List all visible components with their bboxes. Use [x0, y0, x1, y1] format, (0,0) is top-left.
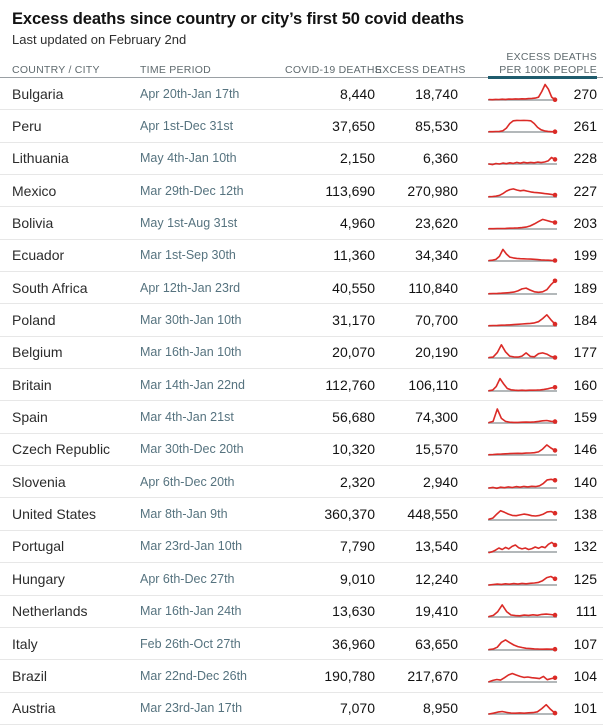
table-row [0, 628, 603, 660]
cell-time-period: Mar 30th-Jan 10th [140, 313, 242, 328]
column-header-time-period[interactable]: TIME PERIOD [140, 63, 212, 76]
sparkline-latest-dot [553, 511, 558, 516]
cell-excess-per-100k: 189 [573, 279, 597, 296]
title-block [0, 0, 603, 49]
cell-excess-per-100k: 160 [573, 376, 597, 393]
sparkline-trend-line [489, 250, 555, 261]
cell-covid19-deaths: 36,960 [332, 635, 375, 652]
excess-deaths-sparkline [488, 340, 560, 364]
cell-excess-deaths: 15,570 [415, 441, 458, 458]
cell-covid19-deaths: 112,760 [325, 376, 375, 393]
excess-deaths-sparkline [488, 599, 560, 623]
sparkline-trend-line [489, 605, 555, 617]
cell-excess-per-100k: 101 [573, 700, 597, 717]
cell-country-name: Brazil [12, 667, 48, 684]
cell-sparkline [488, 179, 560, 203]
table-body [0, 78, 603, 725]
cell-covid19-deaths: 37,650 [332, 118, 375, 135]
table-row [0, 434, 603, 466]
cell-sparkline [488, 340, 560, 364]
cell-time-period: Mar 1st-Sep 30th [140, 248, 236, 263]
sparkline-latest-dot [553, 97, 558, 102]
excess-deaths-sparkline [488, 405, 560, 429]
excess-deaths-sparkline [488, 146, 560, 170]
cell-excess-per-100k: 184 [573, 312, 597, 329]
cell-excess-per-100k: 140 [573, 473, 597, 490]
cell-time-period: Mar 30th-Dec 20th [140, 442, 244, 457]
excess-deaths-sparkline [488, 696, 560, 720]
cell-country-name: Czech Republic [12, 441, 111, 458]
sparkline-trend-line [489, 705, 555, 714]
cell-excess-per-100k: 125 [573, 570, 597, 587]
excess-deaths-sparkline [488, 179, 560, 203]
cell-time-period: Apr 12th-Jan 23rd [140, 280, 241, 295]
table-row [0, 240, 603, 272]
cell-covid19-deaths: 11,360 [333, 247, 375, 264]
cell-sparkline [488, 534, 560, 558]
cell-excess-deaths: 85,530 [415, 118, 458, 135]
cell-sparkline [488, 664, 560, 688]
cell-excess-deaths: 106,110 [408, 376, 458, 393]
table-row [0, 143, 603, 175]
excess-deaths-sparkline [488, 437, 560, 461]
cell-country-name: Bolivia [12, 215, 54, 232]
sparkline-trend-line [489, 479, 555, 488]
cell-covid19-deaths: 7,790 [339, 538, 375, 555]
sparkline-trend-line [489, 315, 555, 326]
cell-covid19-deaths: 56,680 [332, 409, 375, 426]
excess-deaths-sparkline [488, 664, 560, 688]
cell-time-period: Apr 6th-Dec 20th [140, 474, 235, 489]
table-row [0, 693, 603, 725]
sparkline-trend-line [489, 281, 555, 294]
sparkline-latest-dot [553, 711, 558, 716]
cell-covid19-deaths: 8,440 [339, 85, 375, 102]
excess-deaths-sparkline [488, 82, 560, 106]
cell-sparkline [488, 437, 560, 461]
cell-time-period: Mar 29th-Dec 12th [140, 183, 244, 198]
cell-excess-deaths: 270,980 [407, 182, 458, 199]
cell-sparkline [488, 114, 560, 138]
cell-excess-per-100k: 107 [573, 635, 597, 652]
sparkline-trend-line [489, 189, 555, 197]
column-header-excess-per-100k-line2: PER 100K PEOPLE [499, 63, 597, 76]
sparkline-trend-line [489, 409, 555, 423]
sparkline-latest-dot [553, 576, 558, 581]
cell-sparkline [488, 146, 560, 170]
cell-excess-per-100k: 132 [573, 538, 597, 555]
page-subtitle: Last updated on February 2nd [12, 32, 187, 47]
cell-sparkline [488, 470, 560, 494]
cell-excess-deaths: 23,620 [415, 215, 458, 232]
cell-excess-deaths: 19,410 [415, 603, 458, 620]
cell-country-name: Hungary [12, 570, 65, 587]
cell-sparkline [488, 243, 560, 267]
sparkline-trend-line [489, 378, 555, 390]
cell-covid19-deaths: 4,960 [339, 215, 375, 232]
table-header-row [0, 51, 603, 78]
excess-deaths-sparkline [488, 373, 560, 397]
cell-excess-deaths: 6,360 [422, 150, 458, 167]
sparkline-trend-line [489, 576, 555, 585]
sparkline-latest-dot [553, 675, 558, 680]
sparkline-trend-line [489, 543, 555, 553]
sparkline-latest-dot [553, 192, 558, 197]
sparkline-trend-line [489, 345, 555, 358]
cell-country-name: Spain [12, 409, 48, 426]
excess-deaths-sparkline [488, 502, 560, 526]
cell-sparkline [488, 502, 560, 526]
cell-excess-per-100k: 138 [573, 506, 597, 523]
column-header-excess-deaths[interactable]: EXCESS DEATHS [375, 63, 466, 76]
sparkline-latest-dot [553, 220, 558, 225]
cell-country-name: Netherlands [12, 603, 88, 620]
cell-time-period: Feb 26th-Oct 27th [140, 636, 241, 651]
cell-time-period: Mar 22nd-Dec 26th [140, 668, 248, 683]
column-header-covid-deaths[interactable]: COVID-19 DEATHS [285, 63, 382, 76]
cell-country-name: Austria [12, 700, 56, 717]
cell-covid19-deaths: 9,010 [339, 570, 375, 587]
cell-excess-deaths: 74,300 [415, 409, 458, 426]
cell-excess-deaths: 217,670 [407, 667, 458, 684]
table-row [0, 110, 603, 142]
excess-deaths-sparkline [488, 534, 560, 558]
table-row [0, 401, 603, 433]
cell-sparkline [488, 211, 560, 235]
cell-country-name: Britain [12, 376, 52, 393]
table-row [0, 466, 603, 498]
cell-country-name: Portugal [12, 538, 65, 555]
sparkline-latest-dot [553, 129, 558, 134]
sparkline-latest-dot [553, 449, 558, 454]
sparkline-trend-line [489, 219, 555, 228]
table-row [0, 498, 603, 530]
cell-covid19-deaths: 7,070 [339, 700, 375, 717]
cell-excess-deaths: 110,840 [408, 279, 458, 296]
cell-sparkline [488, 308, 560, 332]
sparkline-trend-line [489, 511, 555, 520]
sparkline-latest-dot [553, 613, 558, 618]
cell-sparkline [488, 696, 560, 720]
sparkline-latest-dot [553, 478, 558, 483]
cell-covid19-deaths: 20,070 [332, 344, 375, 361]
cell-excess-deaths: 8,950 [422, 700, 458, 717]
cell-country-name: Lithuania [12, 150, 69, 167]
cell-excess-per-100k: 104 [573, 667, 597, 684]
table-row [0, 563, 603, 595]
excess-deaths-sparkline [488, 243, 560, 267]
sparkline-latest-dot [553, 543, 558, 548]
cell-excess-per-100k: 270 [573, 85, 597, 102]
cell-excess-per-100k: 199 [573, 247, 597, 264]
table-row [0, 596, 603, 628]
cell-time-period: Apr 1st-Dec 31st [140, 119, 234, 134]
cell-excess-deaths: 12,240 [415, 570, 458, 587]
table-row [0, 531, 603, 563]
cell-sparkline [488, 82, 560, 106]
cell-country-name: Peru [12, 118, 42, 135]
sparkline-latest-dot [553, 259, 558, 264]
cell-time-period: May 4th-Jan 10th [140, 151, 237, 166]
column-header-excess-per-100k-line1: EXCESS DEATHS [506, 51, 597, 63]
page-title: Excess deaths since country or city’s first 50 covid deaths [12, 10, 465, 28]
cell-sparkline [488, 405, 560, 429]
excess-deaths-sparkline [488, 114, 560, 138]
cell-country-name: Slovenia [12, 473, 66, 490]
table-row [0, 369, 603, 401]
cell-sparkline [488, 276, 560, 300]
cell-excess-deaths: 2,940 [422, 473, 458, 490]
cell-excess-per-100k: 227 [573, 182, 597, 199]
sparkline-latest-dot [553, 385, 558, 390]
cell-sparkline [488, 567, 560, 591]
cell-time-period: Apr 20th-Jan 17th [140, 86, 240, 101]
cell-time-period: Mar 4th-Jan 21st [140, 410, 234, 425]
cell-excess-per-100k: 159 [573, 409, 597, 426]
cell-country-name: Ecuador [12, 247, 65, 264]
cell-covid19-deaths: 40,550 [332, 279, 375, 296]
cell-covid19-deaths: 360,370 [324, 506, 375, 523]
sparkline-trend-line [489, 120, 555, 131]
cell-excess-per-100k: 203 [573, 215, 597, 232]
cell-covid19-deaths: 10,320 [332, 441, 375, 458]
cell-sparkline [488, 373, 560, 397]
excess-deaths-sparkline [488, 632, 560, 656]
cell-covid19-deaths: 2,320 [339, 473, 375, 490]
cell-excess-deaths: 70,700 [415, 312, 458, 329]
cell-time-period: Mar 16th-Jan 24th [140, 604, 242, 619]
cell-country-name: Belgium [12, 344, 63, 361]
cell-excess-per-100k: 228 [573, 150, 597, 167]
cell-country-name: Italy [12, 635, 38, 652]
cell-country-name: Mexico [12, 182, 57, 199]
cell-covid19-deaths: 31,170 [332, 312, 375, 329]
cell-time-period: Mar 23rd-Jan 17th [140, 701, 243, 716]
cell-excess-per-100k: 261 [573, 118, 597, 135]
sparkline-trend-line [489, 639, 555, 649]
cell-excess-deaths: 448,550 [407, 506, 458, 523]
cell-country-name: Poland [12, 312, 56, 329]
excess-deaths-sparkline [488, 276, 560, 300]
cell-country-name: South Africa [12, 279, 88, 296]
cell-covid19-deaths: 13,630 [332, 603, 375, 620]
cell-sparkline [488, 599, 560, 623]
cell-time-period: Mar 8th-Jan 9th [140, 507, 228, 522]
sort-indicator-bar [488, 76, 597, 79]
sparkline-latest-dot [553, 157, 558, 162]
cell-covid19-deaths: 113,690 [325, 182, 375, 199]
cell-excess-per-100k: 177 [573, 344, 597, 361]
cell-time-period: Mar 14th-Jan 22nd [140, 377, 245, 392]
cell-time-period: Mar 23rd-Jan 10th [140, 539, 243, 554]
sparkline-latest-dot [553, 356, 558, 361]
sparkline-trend-line [489, 84, 555, 99]
excess-deaths-sparkline [488, 308, 560, 332]
cell-time-period: Apr 6th-Dec 27th [140, 571, 235, 586]
sparkline-latest-dot [553, 646, 558, 651]
sparkline-trend-line [489, 445, 555, 455]
sparkline-latest-dot [553, 419, 558, 424]
cell-excess-deaths: 34,340 [415, 247, 458, 264]
excess-deaths-sparkline [488, 567, 560, 591]
table-row [0, 78, 603, 110]
cell-time-period: Mar 16th-Jan 10th [140, 345, 242, 360]
cell-country-name: United States [12, 506, 97, 523]
excess-deaths-sparkline [488, 470, 560, 494]
table-row [0, 175, 603, 207]
table-row [0, 660, 603, 692]
cell-sparkline [488, 632, 560, 656]
sparkline-latest-dot [553, 278, 558, 283]
table-row [0, 304, 603, 336]
cell-excess-per-100k: 146 [573, 441, 597, 458]
cell-excess-deaths: 20,190 [415, 344, 458, 361]
column-header-country-city[interactable]: COUNTRY / CITY [12, 63, 100, 76]
cell-excess-deaths: 13,540 [415, 538, 458, 555]
sparkline-latest-dot [553, 322, 558, 327]
sparkline-trend-line [489, 673, 555, 681]
cell-covid19-deaths: 190,780 [324, 667, 375, 684]
table-row [0, 272, 603, 304]
cell-excess-deaths: 18,740 [415, 85, 458, 102]
cell-covid19-deaths: 2,150 [339, 150, 375, 167]
cell-excess-per-100k: 111 [575, 603, 597, 620]
excess-deaths-sparkline [488, 211, 560, 235]
cell-time-period: May 1st-Aug 31st [140, 216, 238, 231]
table-row [0, 207, 603, 239]
cell-excess-deaths: 63,650 [415, 635, 458, 652]
cell-country-name: Bulgaria [12, 85, 64, 102]
table-row [0, 337, 603, 369]
